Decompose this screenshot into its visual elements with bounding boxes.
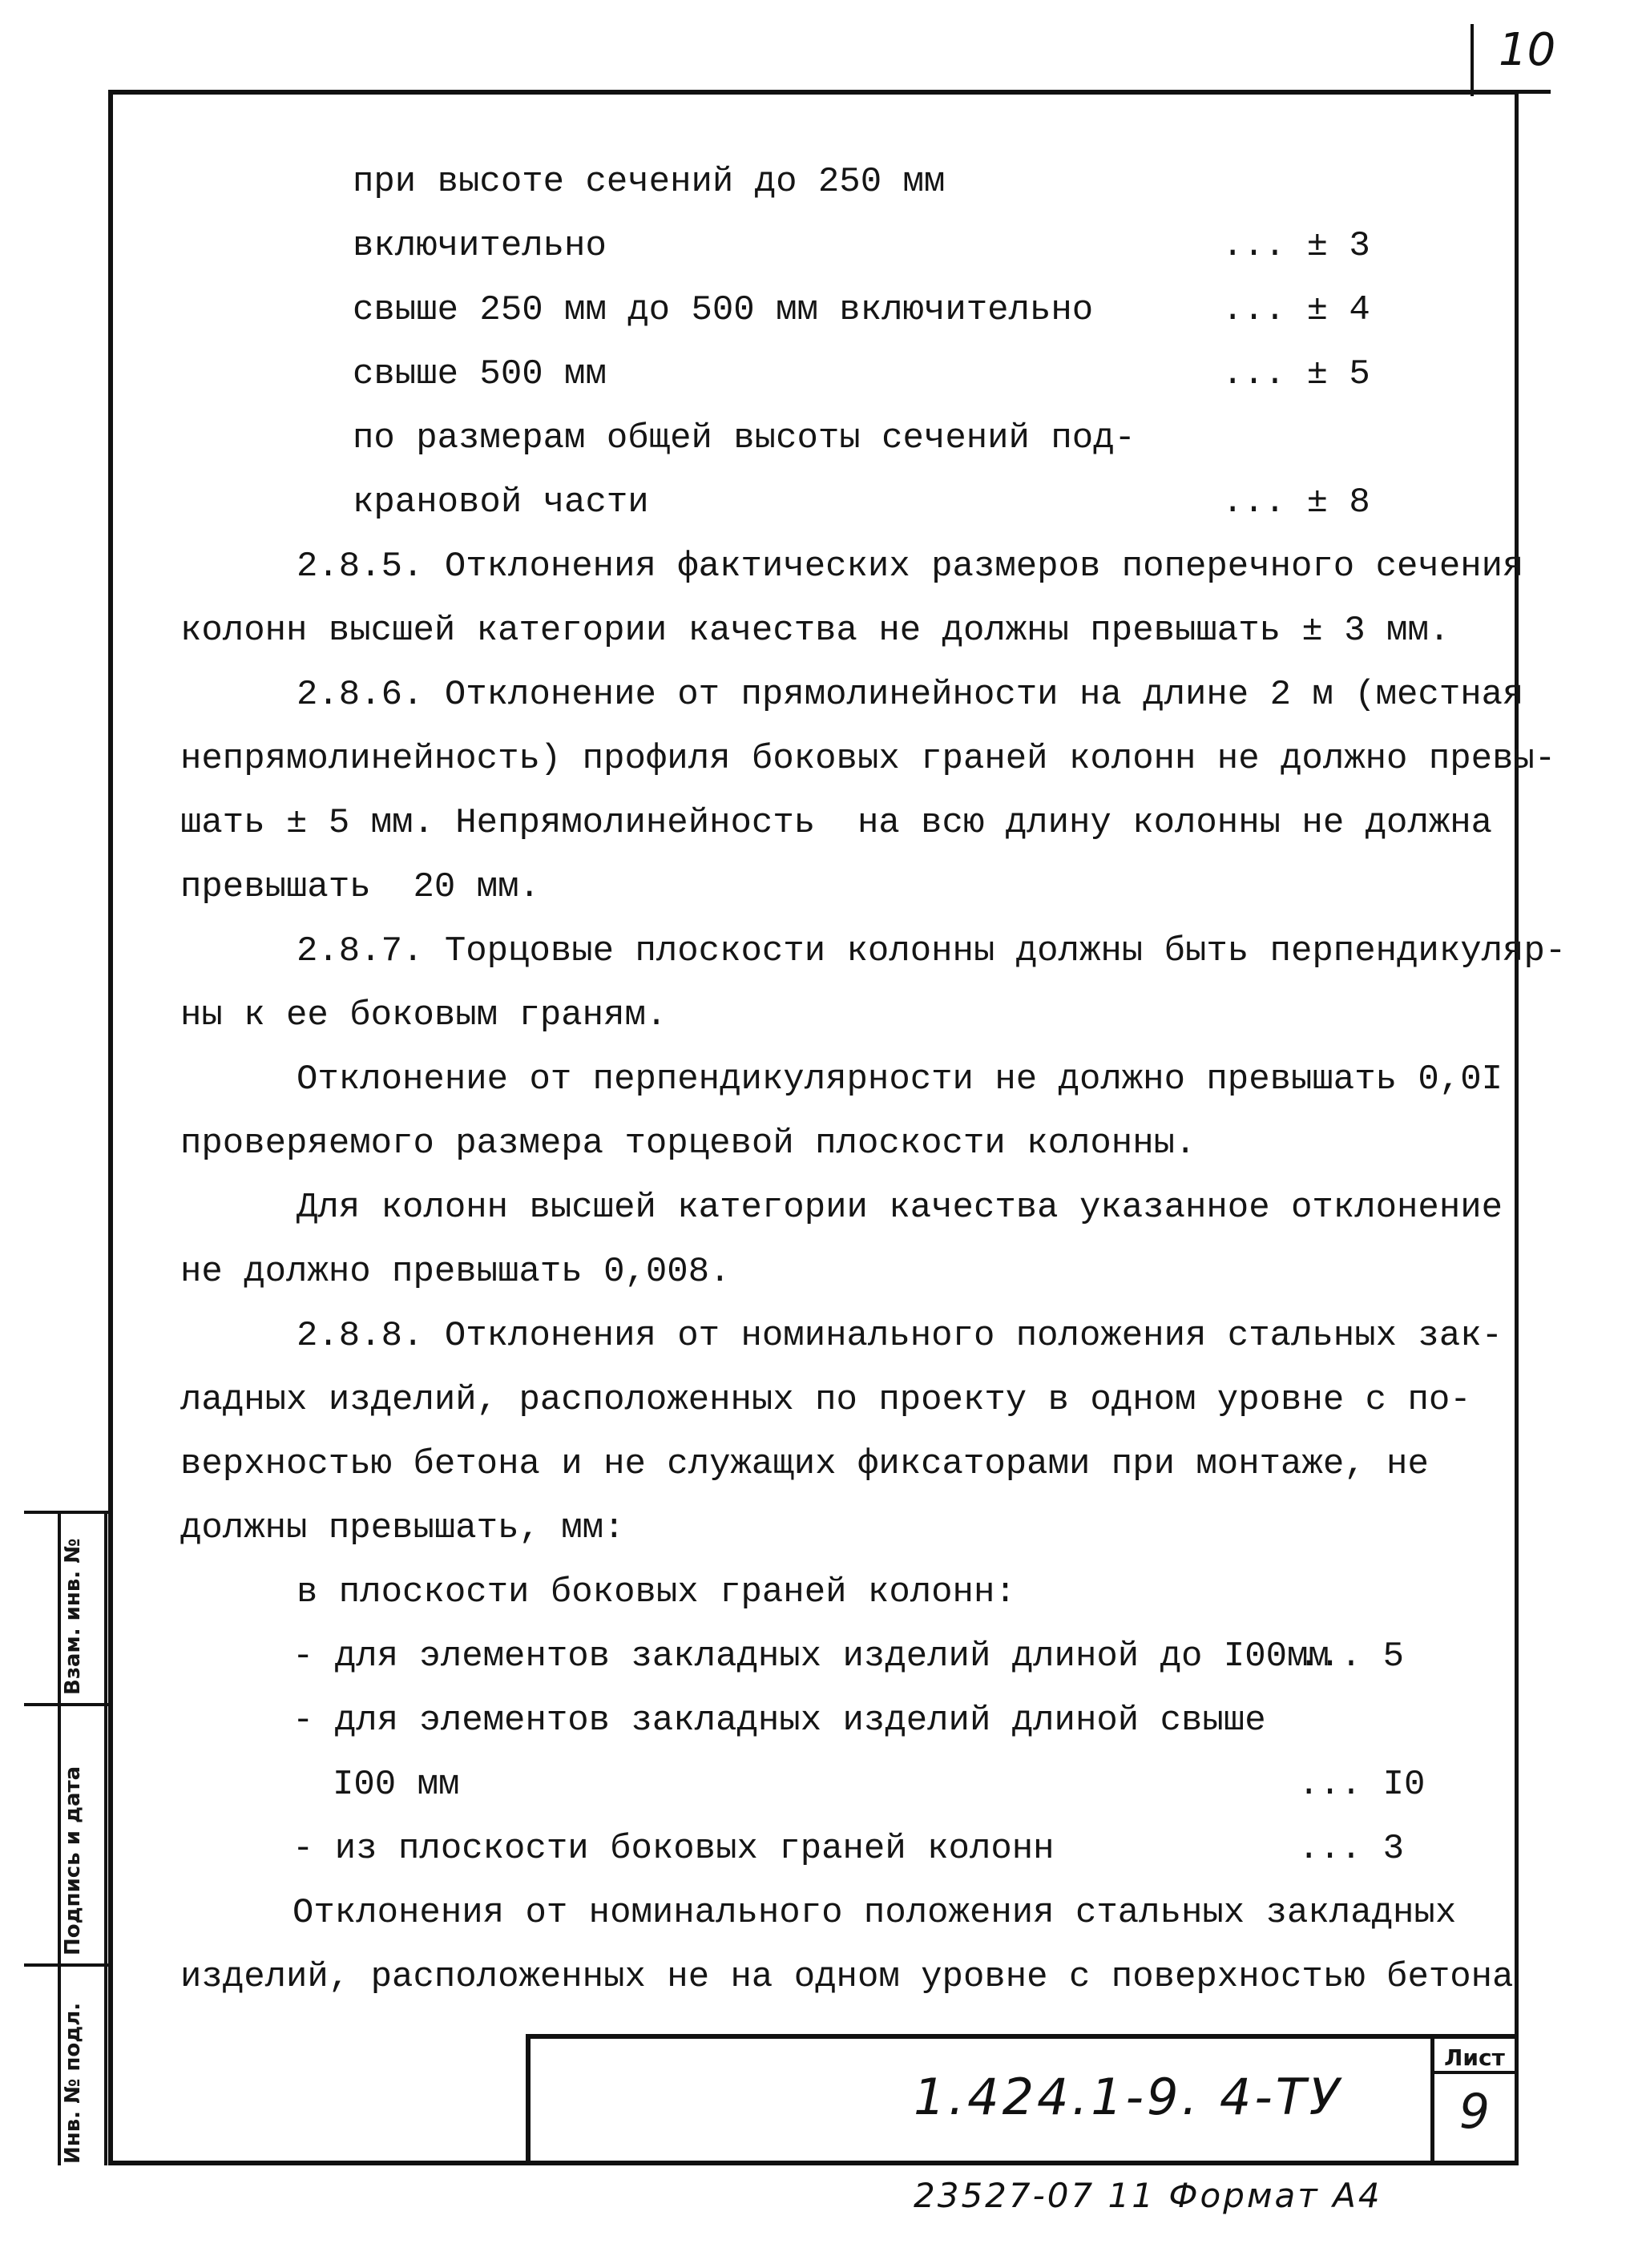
side-label-inv: Инв. № подл. xyxy=(61,2002,85,2164)
sheet-number: 9 xyxy=(1458,2084,1491,2140)
text-line: должны превышать, мм: xyxy=(180,1508,625,1548)
text-line: при высоте сечений до 250 мм xyxy=(353,162,946,202)
text-line: шать ± 5 мм. Непрямолинейность на всю длину колонны не должна xyxy=(180,803,1493,843)
side-stamp-column xyxy=(24,1511,108,2165)
paragraph-heading: 2.8.6. Отклонение от прямолинейности на длине 2 м (местная xyxy=(297,675,1524,715)
text-line: ладных изделий, расположенных по проекту в одном уровне с по- xyxy=(180,1380,1471,1420)
text-line: свыше 250 мм до 500 мм включительно xyxy=(353,290,1094,330)
tolerance-value: ... 3 xyxy=(1298,1829,1405,1869)
text-line: Отклонение от перпендикулярности не должно превышать 0,0I xyxy=(297,1059,1503,1100)
text-line: Для колонн высшей категории качества указанное отклонение xyxy=(297,1188,1503,1228)
page-number: 10 xyxy=(1499,24,1556,76)
text-line: проверяемого размера торцевой плоскости колонны. xyxy=(180,1124,1196,1164)
tolerance-value: ... I0 xyxy=(1298,1765,1426,1805)
text-line: в плоскости боковых граней колонн: xyxy=(297,1572,1016,1612)
text-line: непрямолинейность) профиля боковых граней колонн не должно превы- xyxy=(180,739,1556,779)
text-line: изделий, расположенных не на одном уровне с поверхностью бетона xyxy=(180,1957,1514,1997)
text-line: превышать 20 мм. xyxy=(180,867,540,907)
tolerance-value: ... 5 xyxy=(1298,1636,1405,1677)
tolerance-value: ... ± 4 xyxy=(1222,290,1370,330)
paragraph-heading: 2.8.8. Отклонения от номинального положения стальных зак- xyxy=(297,1316,1503,1356)
side-label-vzam: Взам. инв. № xyxy=(61,1538,85,1695)
text-line: не должно превышать 0,008. xyxy=(180,1252,731,1292)
text-line: по размерам общей высоты сечений под- xyxy=(353,418,1136,458)
list-item: - для элементов закладных изделий длиной свыше xyxy=(292,1701,1266,1741)
format-code: 23527-07 11 Формат А4 xyxy=(914,2176,1382,2215)
text-line: крановой части xyxy=(353,482,649,523)
text-line: I00 мм xyxy=(333,1765,460,1805)
text-line: Отклонения от номинального положения стальных закладных xyxy=(292,1893,1457,1933)
document-code: 1.424.1-9. 4-ТУ xyxy=(914,2068,1343,2126)
list-item: - для элементов закладных изделий длиной до I00мм xyxy=(292,1636,1329,1677)
side-label-sign: Подпись и дата xyxy=(61,1766,85,1955)
paragraph-heading: 2.8.5. Отклонения фактических размеров поперечного сечения xyxy=(297,547,1524,587)
sheet-label: Лист xyxy=(1434,2042,1515,2074)
text-line: ны к ее боковым граням. xyxy=(180,995,668,1035)
tolerance-value: ... ± 3 xyxy=(1222,226,1370,266)
text-line: свыше 500 мм xyxy=(353,354,607,394)
text-line: колонн высшей категории качества не должны превышать ± 3 мм. xyxy=(180,611,1450,651)
paragraph-heading: 2.8.7. Торцовые плоскости колонны должны быть перпендикуляр- xyxy=(297,931,1567,971)
text-line: верхностью бетона и не служащих фиксаторами при монтаже, не xyxy=(180,1444,1429,1484)
text-line: включительно xyxy=(353,226,607,266)
list-item: - из плоскости боковых граней колонн xyxy=(292,1829,1055,1869)
tolerance-value: ... ± 8 xyxy=(1222,482,1370,523)
top-right-tick xyxy=(1471,24,1474,96)
tolerance-value: ... ± 5 xyxy=(1222,354,1370,394)
